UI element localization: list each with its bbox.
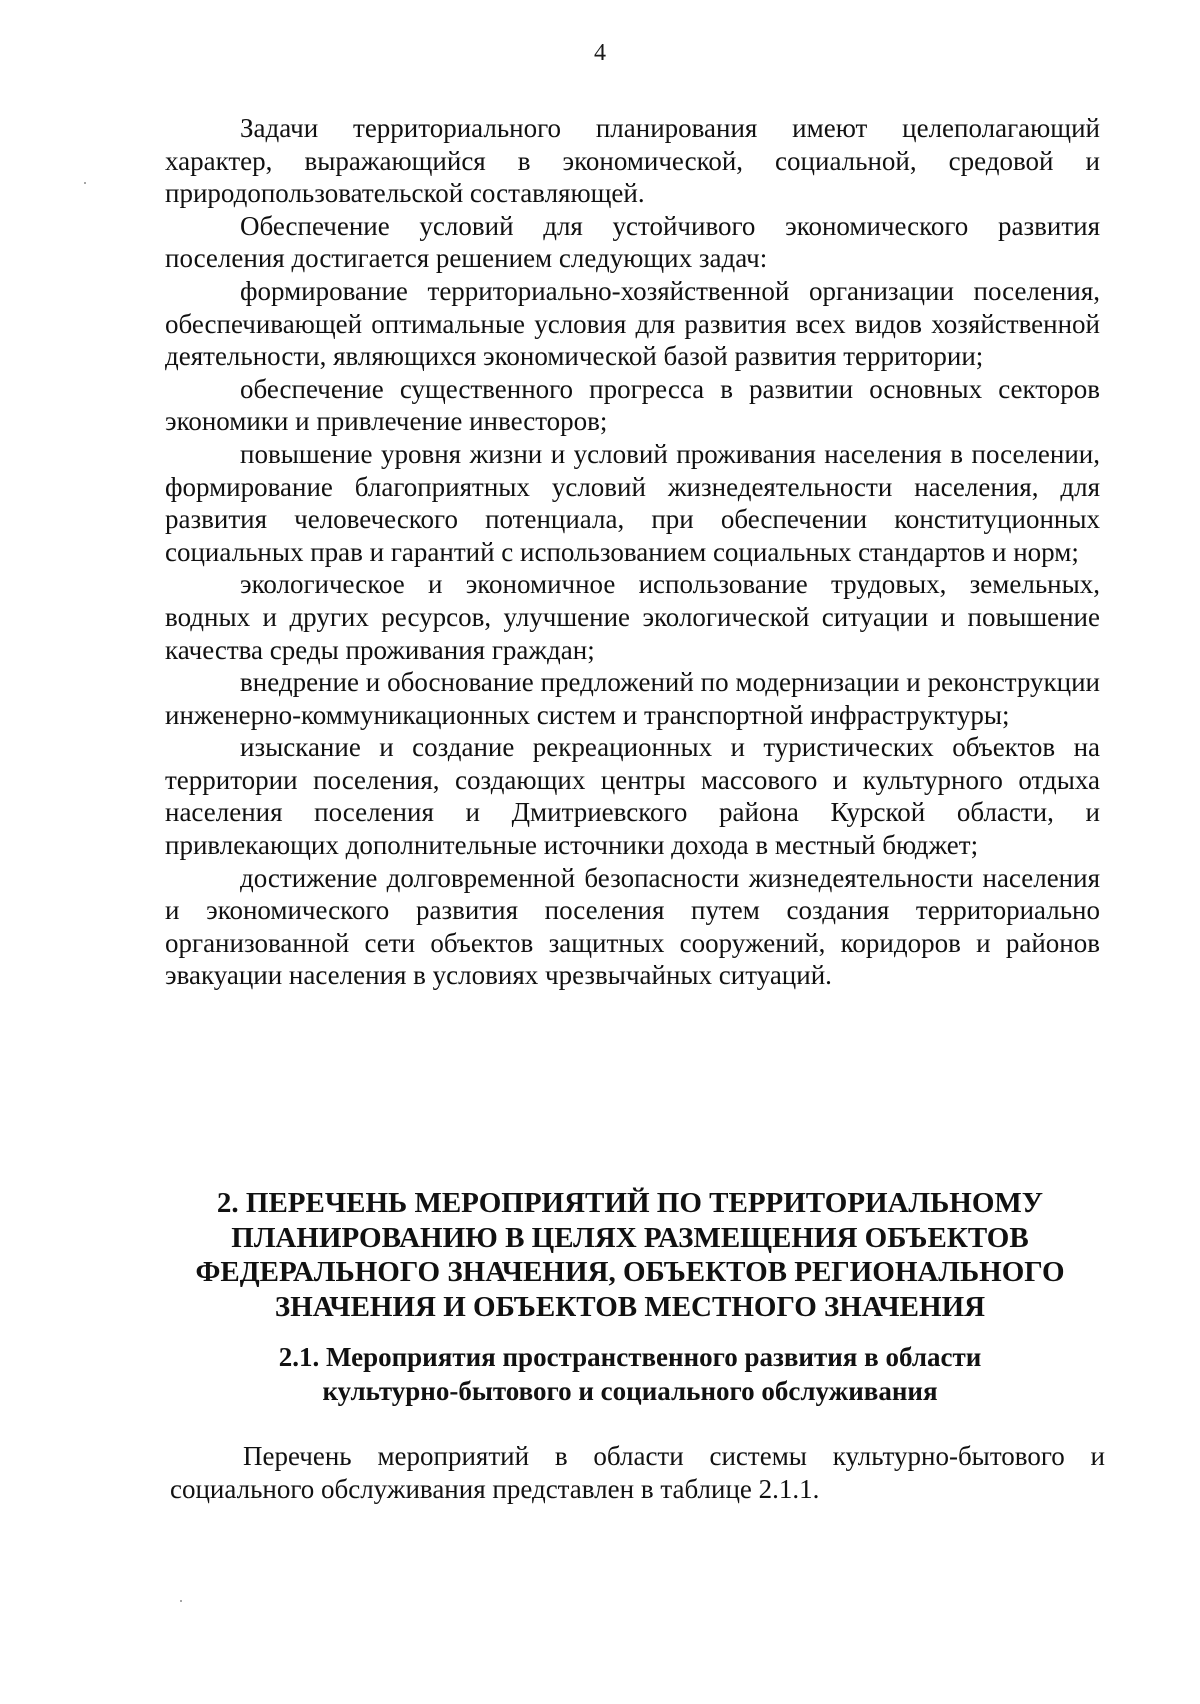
paragraph-table-reference: Перечень мероприятий в области системы культурно-бытового и социального обслуживания представлен в таблице 2.1.1. (170, 1441, 1105, 1504)
subsection-heading-line: культурно-бытового и социального обслуживания (322, 1376, 938, 1406)
task-item-territorial-organization: формирование территориально-хозяйственной организации поселения, обеспечивающей оптимальные условия для развития всех видов хозяйственной деятельности, являющихся экономической базой развития территории; (165, 275, 1100, 372)
task-item-economic-progress: обеспечение существенного прогресса в развитии основных секторов экономики и привлечение инвесторов; (165, 373, 1100, 437)
subsection-heading (150, 1340, 1110, 1408)
paragraph-conditions-intro: Обеспечение условий для устойчивого экономического развития поселения достигается решением следующих задач: (165, 210, 1100, 274)
section-heading (150, 1186, 1110, 1324)
section-heading-line: ФЕДЕРАЛЬНОГО ЗНАЧЕНИЯ, ОБЪЕКТОВ РЕГИОНАЛЬНОГО (195, 1256, 1065, 1288)
scan-artifact (180, 1600, 182, 1602)
body-text (165, 112, 1100, 992)
task-item-resource-use: экологическое и экономичное использование трудовых, земельных, водных и других ресурсов, улучшение экологической ситуации и повышение качества среды проживания граждан; (165, 569, 1100, 665)
page-number: 4 (594, 40, 606, 66)
section-heading-line: 2. ПЕРЕЧЕНЬ МЕРОПРИЯТИЙ ПО ТЕРРИТОРИАЛЬНОМУ (216, 1187, 1044, 1219)
section-heading-line: ЗНАЧЕНИЯ И ОБЪЕКТОВ МЕСТНОГО ЗНАЧЕНИЯ (274, 1290, 986, 1323)
paragraph-goals-intro: Задачи территориального планирования имеют целеполагающий характер, выражающийся в экономической, социальной, средовой и природопользовательской составляющей. (165, 113, 1100, 209)
section-heading-line: ПЛАНИРОВАНИЮ В ЦЕЛЯХ РАЗМЕЩЕНИЯ ОБЪЕКТОВ (231, 1221, 1029, 1254)
scan-artifact (84, 182, 86, 184)
task-item-living-standards: повышение уровня жизни и условий проживания населения в поселении, формирование благоприятных условий жизнедеятельности населения, для развития человеческого потенциала, при обеспечении конституционных социальных прав и гарантий с использованием социальных стандартов и норм; (165, 438, 1100, 567)
closing-text (170, 1440, 1105, 1506)
task-item-recreation: изыскание и создание рекреационных и туристических объектов на территории поселения, создающих центры массового и культурного отдыха населения поселения и Дмитриевского района Курской области, и привлекающих дополнительные источники дохода в местный бюджет; (165, 732, 1100, 861)
subsection-heading-line: 2.1. Мероприятия пространственного развития в области (278, 1342, 982, 1372)
task-item-infrastructure: внедрение и обоснование предложений по модернизации и реконструкции инженерно-коммуникационных систем и транспортной инфраструктуры; (165, 667, 1100, 730)
task-item-safety: достижение долговременной безопасности жизнедеятельности населения и экономического развития поселения путем создания территориально организованной сети объектов защитных сооружений, коридоров и районов эвакуации населения в условиях чрезвычайных ситуаций. (165, 862, 1100, 991)
